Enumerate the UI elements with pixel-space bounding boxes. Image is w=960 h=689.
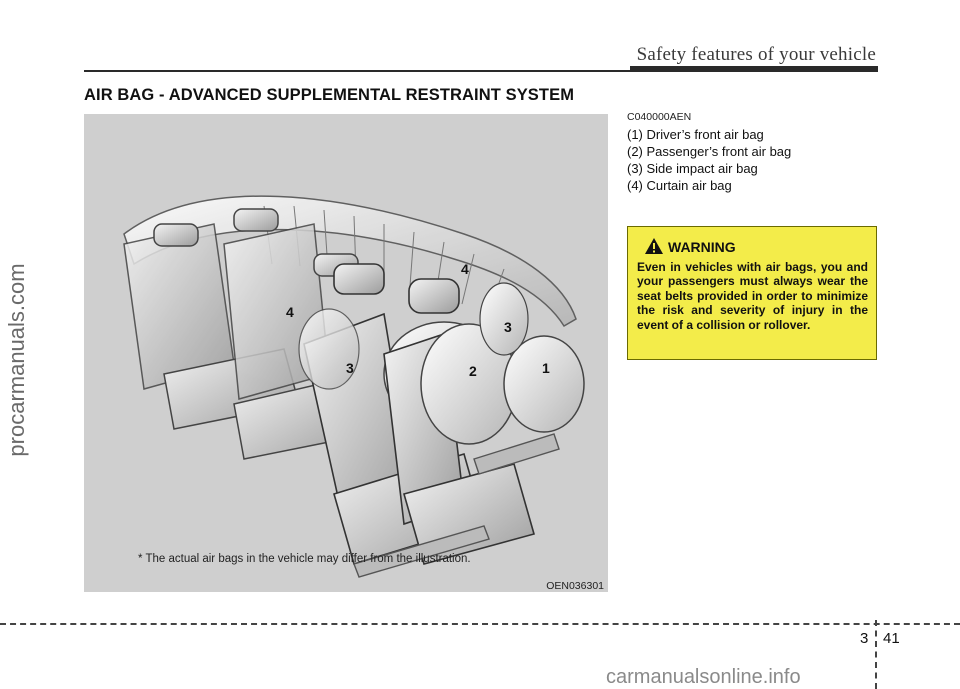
callout-curtain-1: 4 — [461, 261, 469, 277]
side-watermark-text: procarmanuals.com — [4, 263, 29, 457]
callout-curtain-2: 4 — [286, 304, 294, 320]
page-number: 41 — [883, 630, 900, 647]
legend-item: (4) Curtain air bag — [627, 178, 732, 193]
airbag-diagram-svg — [84, 114, 608, 592]
warning-title: WARNING — [668, 239, 736, 255]
airbag-legend — [627, 126, 791, 194]
section-title: AIR BAG - ADVANCED SUPPLEMENTAL RESTRAINT SYSTEM — [84, 86, 575, 104]
callout-driver: 1 — [542, 360, 550, 376]
section-code: C040000AEN — [627, 111, 692, 123]
legend-item: (3) Side impact air bag — [627, 161, 758, 176]
bottom-watermark: carmanualsonline.info — [606, 666, 801, 688]
side-watermark — [2, 230, 32, 490]
callout-passenger: 2 — [469, 363, 477, 379]
footer-rule — [0, 623, 960, 625]
warning-text: Even in vehicles with air bags, you and your passengers must always wear the seat belts provided in order to minimize the risk and severity of injury in the event of a collision or rollover. — [637, 260, 868, 332]
illustration-note: * The actual air bags in the vehicle may differ from the illustration. — [138, 553, 471, 565]
illustration-code: OEN036301 — [546, 580, 604, 592]
airbag-illustration — [84, 114, 608, 592]
warning-triangle-icon — [644, 237, 664, 255]
legend-item: (1) Driver’s front air bag — [627, 127, 764, 142]
header-rule-accent — [630, 66, 878, 72]
warning-box — [627, 226, 877, 360]
legend-item: (2) Passenger’s front air bag — [627, 144, 792, 159]
page-chapter: 3 — [860, 630, 869, 647]
page-header-title: Safety features of your vehicle — [636, 44, 876, 65]
warning-header — [628, 235, 876, 259]
callout-side-2: 3 — [346, 360, 354, 376]
footer-divider — [875, 620, 877, 689]
callout-side-1: 3 — [504, 319, 512, 335]
